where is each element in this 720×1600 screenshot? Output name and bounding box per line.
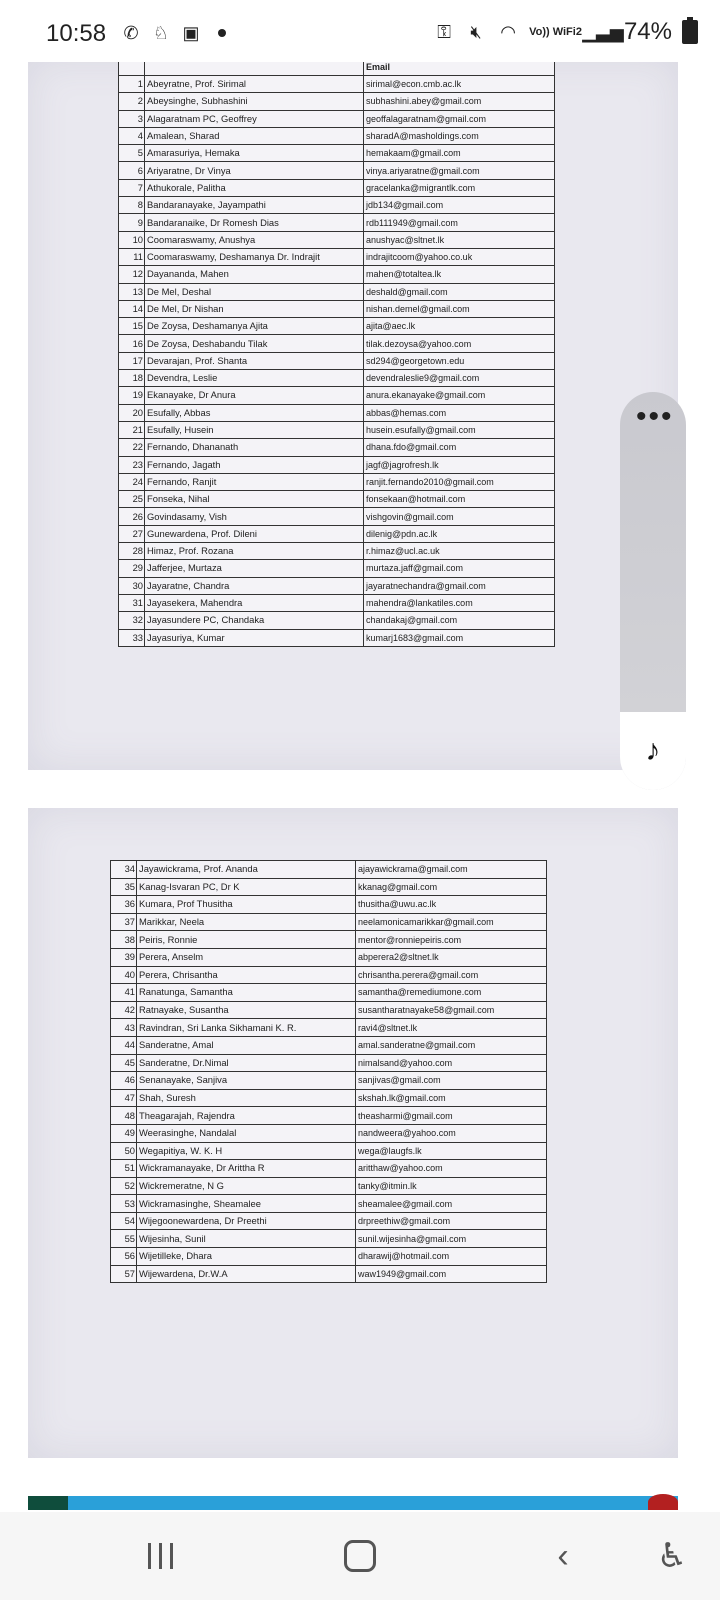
- contact-email: dilenig@pdn.ac.lk: [364, 525, 555, 542]
- row-number: 43: [111, 1019, 137, 1037]
- contact-name: Jayasekera, Mahendra: [145, 594, 364, 611]
- row-number: 46: [111, 1072, 137, 1090]
- row-number: 10: [119, 231, 145, 248]
- row-number: 38: [111, 931, 137, 949]
- wifi-icon: ◠: [500, 21, 516, 42]
- table-row: [111, 1124, 547, 1142]
- contact-name: Esufally, Abbas: [145, 404, 364, 421]
- row-number: 44: [111, 1036, 137, 1054]
- row-number: 21: [119, 421, 145, 438]
- table-row: [111, 1195, 547, 1213]
- contact-name: Wijegoonewardena, Dr Preethi: [137, 1212, 356, 1230]
- status-bar: [0, 0, 720, 62]
- contact-name: Kumara, Prof Thusitha: [137, 896, 356, 914]
- table-row: [111, 1072, 547, 1090]
- table-row: [111, 1142, 547, 1160]
- contact-email: susantharatnayake58@gmail.com: [356, 1001, 547, 1019]
- row-number: 40: [111, 966, 137, 984]
- row-number: 42: [111, 1001, 137, 1019]
- table-row: [119, 439, 555, 456]
- floating-panel[interactable]: [620, 392, 686, 790]
- table-row: [119, 508, 555, 525]
- contact-name: Bandaranayake, Jayampathi: [145, 197, 364, 214]
- back-button[interactable]: [548, 1536, 578, 1576]
- next-page-mark-right: [648, 1494, 678, 1510]
- row-number: 16: [119, 335, 145, 352]
- contact-email: gracelanka@migrantlk.com: [364, 179, 555, 196]
- table-row: [119, 335, 555, 352]
- battery-icon: [682, 20, 698, 44]
- table-row: [111, 878, 547, 896]
- row-number: 55: [111, 1230, 137, 1248]
- navigation-bar: [0, 1512, 720, 1600]
- contact-name: Jayasundere PC, Chandaka: [145, 612, 364, 629]
- row-number: 23: [119, 456, 145, 473]
- table-row: [111, 1160, 547, 1178]
- contact-name: Wijetilleke, Dhara: [137, 1248, 356, 1266]
- contact-name: Bandaranaike, Dr Romesh Dias: [145, 214, 364, 231]
- table-row: [119, 560, 555, 577]
- contact-email: subhashini.abey@gmail.com: [364, 93, 555, 110]
- table-row: [119, 577, 555, 594]
- contact-email: ajita@aec.lk: [364, 318, 555, 335]
- contact-email: waw1949@gmail.com: [356, 1265, 547, 1283]
- table-row: [119, 473, 555, 490]
- row-number: 56: [111, 1248, 137, 1266]
- contact-name: Coomaraswamy, Anushya: [145, 231, 364, 248]
- contact-name: Gunewardena, Prof. Dileni: [145, 525, 364, 542]
- contact-name: Shah, Suresh: [137, 1089, 356, 1107]
- table-row: [119, 214, 555, 231]
- table-row: [119, 404, 555, 421]
- next-page-mark-left: [28, 1496, 68, 1510]
- table-row: [119, 456, 555, 473]
- contact-email: nimalsand@yahoo.com: [356, 1054, 547, 1072]
- table-row: [119, 352, 555, 369]
- contact-email: vinya.ariyaratne@gmail.com: [364, 162, 555, 179]
- contact-email: jdb134@gmail.com: [364, 197, 555, 214]
- row-number: 48: [111, 1107, 137, 1125]
- table-row: [111, 1248, 547, 1266]
- contact-email: vishgovin@gmail.com: [364, 508, 555, 525]
- row-number: 32: [119, 612, 145, 629]
- contact-email: sheamalee@gmail.com: [356, 1195, 547, 1213]
- table-row: [119, 594, 555, 611]
- table-row: [119, 491, 555, 508]
- back-icon: ‹: [557, 1536, 569, 1575]
- accessibility-button[interactable]: [652, 1536, 692, 1576]
- row-number: 19: [119, 387, 145, 404]
- contact-email: deshald@gmail.com: [364, 283, 555, 300]
- contact-name: Ekanayake, Dr Anura: [145, 387, 364, 404]
- row-number: 18: [119, 370, 145, 387]
- key-icon: ⚿: [437, 21, 451, 42]
- contact-email: fonsekaan@hotmail.com: [364, 491, 555, 508]
- signal-icon: ▁▃▅: [582, 21, 624, 42]
- contact-email: chandakaj@gmail.com: [364, 612, 555, 629]
- row-number: 50: [111, 1142, 137, 1160]
- contact-email: husein.esufally@gmail.com: [364, 421, 555, 438]
- table-row: [111, 1001, 547, 1019]
- contact-name: Sanderatne, Dr.Nimal: [137, 1054, 356, 1072]
- table-row: [119, 162, 555, 179]
- table-row: [111, 896, 547, 914]
- contact-email: abbas@hemas.com: [364, 404, 555, 421]
- contact-email: ravi4@sltnet.lk: [356, 1019, 547, 1037]
- music-button[interactable]: [620, 712, 686, 790]
- recents-button[interactable]: [140, 1536, 180, 1576]
- contact-email: neelamonicamarikkar@gmail.com: [356, 913, 547, 931]
- table-row: [111, 1230, 547, 1248]
- battery-percent: 74%: [623, 18, 672, 45]
- row-number: 30: [119, 577, 145, 594]
- mute-icon: 🔇︎: [470, 21, 482, 42]
- contact-email: hemakaam@gmail.com: [364, 145, 555, 162]
- row-number: 20: [119, 404, 145, 421]
- table-row: [119, 629, 555, 646]
- music-note-icon: ♪: [645, 734, 661, 767]
- contact-name: Wijewardena, Dr.W.A: [137, 1265, 356, 1283]
- table-row: [111, 1036, 547, 1054]
- contact-name: Govindasamy, Vish: [145, 508, 364, 525]
- document-page-2[interactable]: [28, 808, 678, 1458]
- contact-email: anura.ekanayake@gmail.com: [364, 387, 555, 404]
- table-row: [111, 861, 547, 879]
- row-number: 27: [119, 525, 145, 542]
- row-number: 17: [119, 352, 145, 369]
- row-number: 37: [111, 913, 137, 931]
- contact-email: mahendra@lankatiles.com: [364, 594, 555, 611]
- contact-email: drpreethiw@gmail.com: [356, 1212, 547, 1230]
- row-number: 47: [111, 1089, 137, 1107]
- table-row: [111, 984, 547, 1002]
- clock: 10:58: [46, 20, 107, 47]
- row-number: 14: [119, 300, 145, 317]
- contact-email: tilak.dezoysa@yahoo.com: [364, 335, 555, 352]
- contact-name: Wijesinha, Sunil: [137, 1230, 356, 1248]
- contact-name: Himaz, Prof. Rozana: [145, 543, 364, 560]
- contact-name: Sanderatne, Amal: [137, 1036, 356, 1054]
- contact-name: Wickremeratne, N G: [137, 1177, 356, 1195]
- table-row: [119, 231, 555, 248]
- row-number: 4: [119, 127, 145, 144]
- row-number: 45: [111, 1054, 137, 1072]
- row-number: 49: [111, 1124, 137, 1142]
- table-row: [119, 127, 555, 144]
- contact-email: geoffalagaratnam@gmail.com: [364, 110, 555, 127]
- row-number: 13: [119, 283, 145, 300]
- row-number: 53: [111, 1195, 137, 1213]
- contact-email: devendraleslie9@gmail.com: [364, 370, 555, 387]
- contact-name: Fernando, Ranjit: [145, 473, 364, 490]
- table-row: [119, 248, 555, 265]
- contact-email: mentor@ronniepeiris.com: [356, 931, 547, 949]
- row-number: 52: [111, 1177, 137, 1195]
- table-row: [111, 1212, 547, 1230]
- contact-name: Esufally, Husein: [145, 421, 364, 438]
- contact-email: dhana.fdo@gmail.com: [364, 439, 555, 456]
- contact-email: jagf@jagrofresh.lk: [364, 456, 555, 473]
- contact-name: De Zoysa, Deshabandu Tilak: [145, 335, 364, 352]
- more-notifications-icon: [218, 29, 226, 37]
- contact-name: Jayawickrama, Prof. Ananda: [137, 861, 356, 879]
- row-number: 9: [119, 214, 145, 231]
- contact-email: thusitha@uwu.ac.lk: [356, 896, 547, 914]
- network-label: Vo)) WiFi2: [529, 25, 582, 38]
- contact-name: Dayananda, Mahen: [145, 266, 364, 283]
- contact-email: tanky@itmin.lk: [356, 1177, 547, 1195]
- row-number: 57: [111, 1265, 137, 1283]
- home-icon: [344, 1540, 376, 1572]
- contacts-table-page-1: [118, 58, 555, 647]
- row-number: 36: [111, 896, 137, 914]
- table-row: [119, 525, 555, 542]
- row-number: 33: [119, 629, 145, 646]
- table-row: [119, 421, 555, 438]
- contact-email: ranjit.fernando2010@gmail.com: [364, 473, 555, 490]
- header-email: Email: [364, 59, 555, 76]
- contact-name: Ranatunga, Samantha: [137, 984, 356, 1002]
- row-number: 29: [119, 560, 145, 577]
- accessibility-icon: ♿︎: [656, 1537, 688, 1575]
- table-row: [111, 1107, 547, 1125]
- contact-name: Amalean, Sharad: [145, 127, 364, 144]
- row-number: 25: [119, 491, 145, 508]
- row-number: 6: [119, 162, 145, 179]
- row-number: 28: [119, 543, 145, 560]
- contact-name: Fernando, Dhananath: [145, 439, 364, 456]
- contact-name: Perera, Chrisantha: [137, 966, 356, 984]
- contact-name: Fernando, Jagath: [145, 456, 364, 473]
- contact-name: Devendra, Leslie: [145, 370, 364, 387]
- contact-email: anushyac@sltnet.lk: [364, 231, 555, 248]
- contact-email: dharawij@hotmail.com: [356, 1248, 547, 1266]
- table-row: [111, 1265, 547, 1283]
- system-icons: [433, 18, 698, 46]
- contact-name: Marikkar, Neela: [137, 913, 356, 931]
- table-row: [111, 1089, 547, 1107]
- contact-email: skshah.lk@gmail.com: [356, 1089, 547, 1107]
- table-row: [119, 93, 555, 110]
- contact-email: chrisantha.perera@gmail.com: [356, 966, 547, 984]
- contact-email: indrajitcoom@yahoo.co.uk: [364, 248, 555, 265]
- table-row: [111, 948, 547, 966]
- row-number: 31: [119, 594, 145, 611]
- contact-name: Kanag-Isvaran PC, Dr K: [137, 878, 356, 896]
- row-number: 34: [111, 861, 137, 879]
- contact-name: Devarajan, Prof. Shanta: [145, 352, 364, 369]
- contact-name: Senanayake, Sanjiva: [137, 1072, 356, 1090]
- row-number: 54: [111, 1212, 137, 1230]
- notification-icon: ♘: [152, 22, 170, 43]
- app-icon: ▣: [182, 22, 200, 43]
- contact-email: ajayawickrama@gmail.com: [356, 861, 547, 879]
- contact-email: wega@laugfs.lk: [356, 1142, 547, 1160]
- contact-email: r.himaz@ucl.ac.uk: [364, 543, 555, 560]
- contact-name: Abeyratne, Prof. Sirimal: [145, 76, 364, 93]
- table-row: [119, 543, 555, 560]
- row-number: 12: [119, 266, 145, 283]
- row-number: 39: [111, 948, 137, 966]
- contacts-table-page-2: [110, 860, 547, 1283]
- table-row: [119, 266, 555, 283]
- contact-email: sunil.wijesinha@gmail.com: [356, 1230, 547, 1248]
- row-number: 35: [111, 878, 137, 896]
- contact-name: Amarasuriya, Hemaka: [145, 145, 364, 162]
- contact-name: De Mel, Dr Nishan: [145, 300, 364, 317]
- row-number: 24: [119, 473, 145, 490]
- contact-name: Wegapitiya, W. K. H: [137, 1142, 356, 1160]
- table-row: [111, 1054, 547, 1072]
- row-number: 22: [119, 439, 145, 456]
- contact-name: Wickramanayake, Dr Arittha R: [137, 1160, 356, 1178]
- table-row: [119, 318, 555, 335]
- row-number: 1: [119, 76, 145, 93]
- table-row: [119, 110, 555, 127]
- next-page-preview: [28, 1496, 678, 1510]
- contact-name: Ravindran, Sri Lanka Sikhamani K. R.: [137, 1019, 356, 1037]
- row-number: 3: [119, 110, 145, 127]
- row-number: 5: [119, 145, 145, 162]
- whatsapp-icon: ✆: [123, 22, 139, 43]
- contact-email: abperera2@sltnet.lk: [356, 948, 547, 966]
- contact-email: kumarj1683@gmail.com: [364, 629, 555, 646]
- table-row: [111, 1177, 547, 1195]
- contact-email: mahen@totaltea.lk: [364, 266, 555, 283]
- contact-email: murtaza.jaff@gmail.com: [364, 560, 555, 577]
- contact-name: Fonseka, Nihal: [145, 491, 364, 508]
- contact-email: nandweera@yahoo.com: [356, 1124, 547, 1142]
- contact-name: De Mel, Deshal: [145, 283, 364, 300]
- row-number: 26: [119, 508, 145, 525]
- contact-email: aritthaw@yahoo.com: [356, 1160, 547, 1178]
- home-button[interactable]: [340, 1536, 380, 1576]
- contact-email: kkanag@gmail.com: [356, 878, 547, 896]
- row-number: 51: [111, 1160, 137, 1178]
- recents-icon: [148, 1543, 173, 1569]
- row-number: 11: [119, 248, 145, 265]
- table-row: [119, 76, 555, 93]
- contact-email: rdb111949@gmail.com: [364, 214, 555, 231]
- table-row: [111, 931, 547, 949]
- contact-name: Peiris, Ronnie: [137, 931, 356, 949]
- contact-name: Abeysinghe, Subhashini: [145, 93, 364, 110]
- contact-name: De Zoysa, Deshamanya Ajita: [145, 318, 364, 335]
- document-page-1[interactable]: [28, 58, 678, 770]
- row-number: 2: [119, 93, 145, 110]
- contact-email: jayaratnechandra@gmail.com: [364, 577, 555, 594]
- table-row: [119, 179, 555, 196]
- contact-email: theasharmi@gmail.com: [356, 1107, 547, 1125]
- table-row: [119, 145, 555, 162]
- contact-name: Ratnayake, Susantha: [137, 1001, 356, 1019]
- table-row: [111, 913, 547, 931]
- table-row: [119, 283, 555, 300]
- contact-email: sharadA@masholdings.com: [364, 127, 555, 144]
- table-row: [119, 197, 555, 214]
- contact-name: Theagarajah, Rajendra: [137, 1107, 356, 1125]
- contact-email: sd294@georgetown.edu: [364, 352, 555, 369]
- contact-name: Alagaratnam PC, Geoffrey: [145, 110, 364, 127]
- contact-email: sanjivas@gmail.com: [356, 1072, 547, 1090]
- row-number: 15: [119, 318, 145, 335]
- table-row: [119, 300, 555, 317]
- contact-name: Jayasuriya, Kumar: [145, 629, 364, 646]
- notification-icons: [120, 22, 226, 44]
- contact-name: Athukorale, Palitha: [145, 179, 364, 196]
- contact-name: Jayaratne, Chandra: [145, 577, 364, 594]
- row-number: 7: [119, 179, 145, 196]
- table-row: [119, 612, 555, 629]
- contact-name: Jafferjee, Murtaza: [145, 560, 364, 577]
- table-row: [111, 966, 547, 984]
- contact-name: Wickramasinghe, Sheamalee: [137, 1195, 356, 1213]
- contact-email: nishan.demel@gmail.com: [364, 300, 555, 317]
- contact-name: Ariyaratne, Dr Vinya: [145, 162, 364, 179]
- row-number: 41: [111, 984, 137, 1002]
- contact-name: Weerasinghe, Nandalal: [137, 1124, 356, 1142]
- contact-name: Coomaraswamy, Deshamanya Dr. Indrajit: [145, 248, 364, 265]
- contact-email: samantha@remediumone.com: [356, 984, 547, 1002]
- contact-email: sirimal@econ.cmb.ac.lk: [364, 76, 555, 93]
- contact-email: amal.sanderatne@gmail.com: [356, 1036, 547, 1054]
- contact-name: Perera, Anselm: [137, 948, 356, 966]
- row-number: 8: [119, 197, 145, 214]
- table-row: [119, 370, 555, 387]
- more-horizontal-icon[interactable]: •••: [636, 400, 674, 433]
- table-row: [119, 387, 555, 404]
- table-row: [111, 1019, 547, 1037]
